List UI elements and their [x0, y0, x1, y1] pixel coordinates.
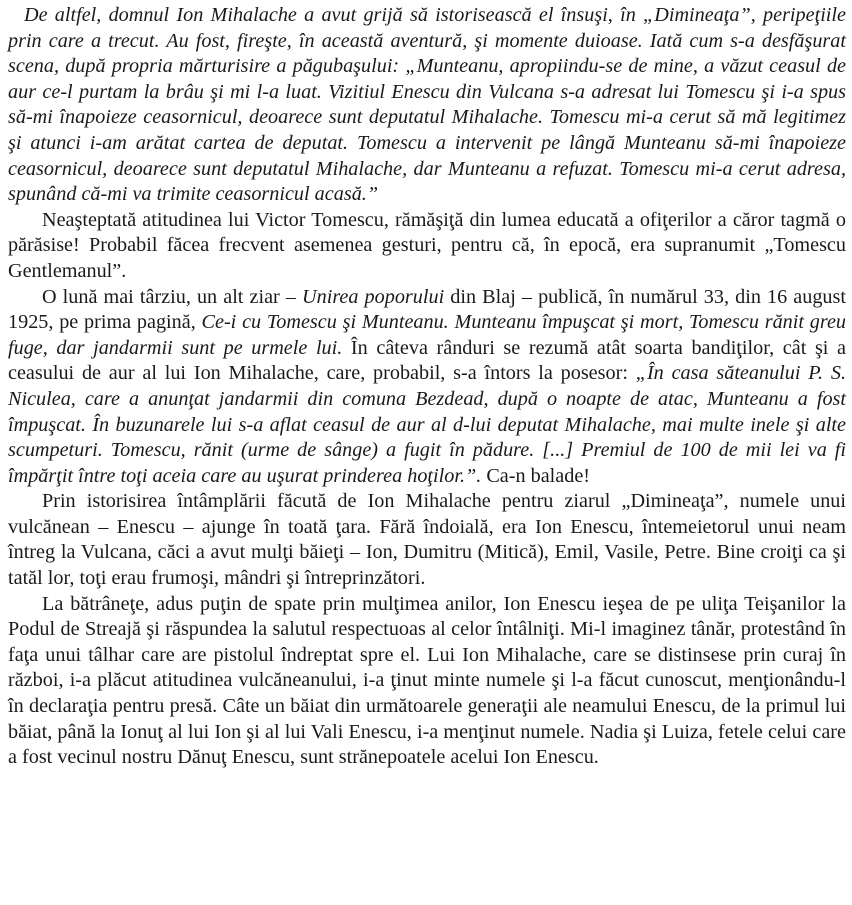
paragraph-batranete — [8, 592, 846, 771]
newspaper-title: Unirea poporului — [302, 285, 445, 308]
paragraph-quote-block — [8, 3, 846, 208]
paragraph-text: Ca-n balade! — [481, 464, 591, 487]
paragraph-text: Neaşteptată atitudinea lui Victor Tomescu, rămăşiţă din lumea educată a ofiţerilor a căror tagmă o părăsise! Probabil făcea frecvent asemenea gesturi, pentru că, în epocă, era supranumit „Tomescu Gentlemanul”. — [8, 208, 846, 282]
paragraph-text: La bătrâneţe, adus puţin de spate prin mulţimea anilor, Ion Enescu ieşea de pe uliţa Teişanilor la Podul de Streajă şi răspundea la salutul respectuoas al celor întâlniţi. Mi-l imaginez tânăr, protestând în faţa unui tâlhar care are pistolul îndreptat spre el. Lui Ion Mihalache, care se distinsese prin curaj în război, i-a plăcut atitudinea vulcăneanului, i-a ţinut minte numele şi l-a făcut cunoscut, menţionându-l în declaraţia pentru presă. Câte un băiat din următoarele generaţii ale neamului Enescu, de la primul lui băiat, până la Ionuţ al lui Ion şi al lui Vali Enescu, i-a menţinut numele. Nadia şi Luiza, fetele celui care a fost vecinul nostru Dănuţ Enescu, sunt strănepoatele acelui Ion Enescu. — [8, 592, 846, 769]
paragraph-text: O lună mai târziu, un alt ziar – — [42, 285, 303, 308]
paragraph-text: În câteva rânduri se rezumă atât soarta bandiţilor, cât şi a ceasului de aur al lui Ion Mihalache, care, probabil, s-a întors la posesor: — [8, 336, 846, 385]
paragraph-gentleman — [8, 208, 846, 285]
quote-text: De altfel, domnul Ion Mihalache a avut grijă să istorisească el însuşi, în „Dimineaţa”, peripeţiile prin care a trecut. Au fost, fireşte, în această aventură, şi momente duioase. Iată cum s-a desfăşurat scena, după propria mărturisire a păgubaşului: „Munteanu, apropiindu-se de mine, a văzut ceasul de aur ce-l purtam la brâu şi mi l-a luat. Vizitiul Enescu din Vulcana s-a adresat lui Tomescu şi i-a spus să-mi înapoieze ceasornicul, deoarece sunt deputatul Mihalache. Tomescu mi-a cerut să mă legitimez şi atunci i-am arătat cartea de deputat. Tomescu a intervenit pe lângă Munteanu să-mi înapoieze ceasornicul, deoarece sunt deputatul Mihalache, dar Munteanu a refuzat. Tomescu mi-a cerut adresa, spunând că-mi va trimite ceasornicul acasă.” — [8, 4, 846, 206]
paragraph-text: din Blaj – publică, în numărul 33, din 16 august 1925, pe prima pagină, — [8, 285, 846, 334]
paragraph-text: Prin istorisirea întâmplării făcută de Ion Mihalache pentru ziarul „Dimineaţa”, numele unui vulcănean – Enescu – ajunge în toată ţara. Fără îndoială, era Ion Enescu, întemeietorul unui neam întreg la Vulcana, căci a avut mulţi băieţi – Ion, Dumitru (Mitică), Emil, Vasile, Petre. Bine croiţi ca şi tatăl lor, toţi erau frumoşi, mândri şi întreprinzători. — [8, 490, 846, 590]
article-quote: „În casa săteanului P. S. Niculea, care a anunţat jandarmii din comuna Bezdead, după o noapte de atac, Munteanu a fost împuşcat. În buzunarele lui s-a aflat ceasul de aur al d-lui deputat Mihalache, mai multe inele şi alte scumpeturi. Tomescu, rănit (urme de sânge) a fugit în pădure. [...] Premiul de 100 de mii lei va fi împărţit între toţi aceia care au uşurat prinderea hoţilor.”. — [8, 362, 846, 487]
paragraph-istorisirea — [8, 489, 846, 591]
article-headline: Ce-i cu Tomescu şi Munteanu. Munteanu împuşcat şi mort, Tomescu rănit greu fuge, dar jandarmii sunt pe urmele lui. — [8, 311, 846, 359]
paragraph-unirea — [8, 285, 846, 490]
